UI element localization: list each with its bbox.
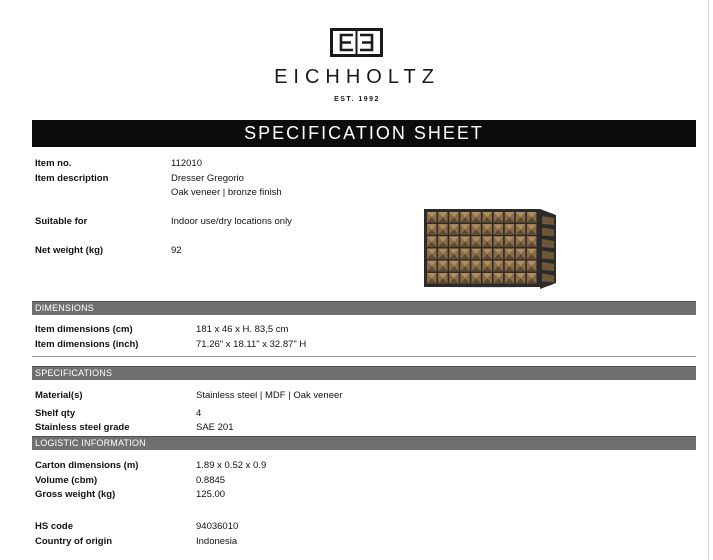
hs-code-value: 94036010: [196, 521, 239, 532]
steel-grade-label: Stainless steel grade: [35, 422, 130, 433]
suitable-for-label: Suitable for: [35, 216, 88, 227]
divider: [32, 356, 696, 357]
logistic-section-header: [32, 436, 696, 450]
gross-weight-value: 125.00: [196, 489, 226, 500]
dimensions-cm-value: 181 x 46 x H. 83,5 cm: [196, 324, 289, 335]
net-weight-value: 92: [171, 245, 182, 256]
item-no-value: 112010: [171, 158, 202, 169]
shelf-qty-value: 4: [196, 408, 202, 419]
hs-code-label: HS code: [35, 521, 74, 532]
volume-label: Volume (cbm): [35, 475, 98, 486]
item-description-label: Item description: [35, 173, 109, 184]
carton-dimensions-label: Carton dimensions (m): [35, 460, 139, 471]
dimensions-inch-value: 71.26" x 18.11" x 32.87" H: [196, 339, 307, 350]
page-title: SPECIFICATION SHEET: [244, 123, 484, 143]
brand-name: EICHHOLTZ: [274, 66, 440, 88]
dimensions-section-header: [32, 301, 696, 315]
carton-dimensions-value: 1.89 x 0.52 x 0.9: [196, 460, 267, 471]
brand-established: EST. 1992: [334, 96, 380, 103]
logistic-heading: LOGISTIC INFORMATION: [35, 438, 146, 448]
shelf-qty-label: Shelf qty: [35, 408, 76, 419]
country-of-origin-label: Country of origin: [35, 536, 113, 547]
materials-label: Material(s): [35, 390, 83, 401]
dimensions-cm-label: Item dimensions (cm): [35, 324, 133, 335]
specifications-heading: SPECIFICATIONS: [35, 368, 113, 378]
page-edge: [708, 0, 709, 560]
specifications-section-header: [32, 366, 696, 380]
eichholtz-logo-icon: [330, 28, 383, 57]
suitable-for-value: Indoor use/dry locations only: [171, 216, 292, 227]
item-description-line-1: Dresser Gregorio: [171, 173, 244, 184]
steel-grade-value: SAE 201: [196, 422, 234, 433]
dresser-product-image: [422, 207, 557, 289]
dimensions-heading: DIMENSIONS: [35, 303, 95, 313]
volume-value: 0.8845: [196, 475, 226, 486]
country-of-origin-value: Indonesia: [196, 536, 238, 547]
item-no-label: Item no.: [35, 158, 72, 169]
materials-value: Stainless steel | MDF | Oak veneer: [196, 390, 343, 401]
dimensions-inch-label: Item dimensions (inch): [35, 339, 139, 350]
gross-weight-label: Gross weight (kg): [35, 489, 116, 500]
item-description-line-2: Oak veneer | bronze finish: [171, 187, 282, 198]
net-weight-label: Net weight (kg): [35, 245, 104, 256]
title-bar: [32, 120, 696, 147]
